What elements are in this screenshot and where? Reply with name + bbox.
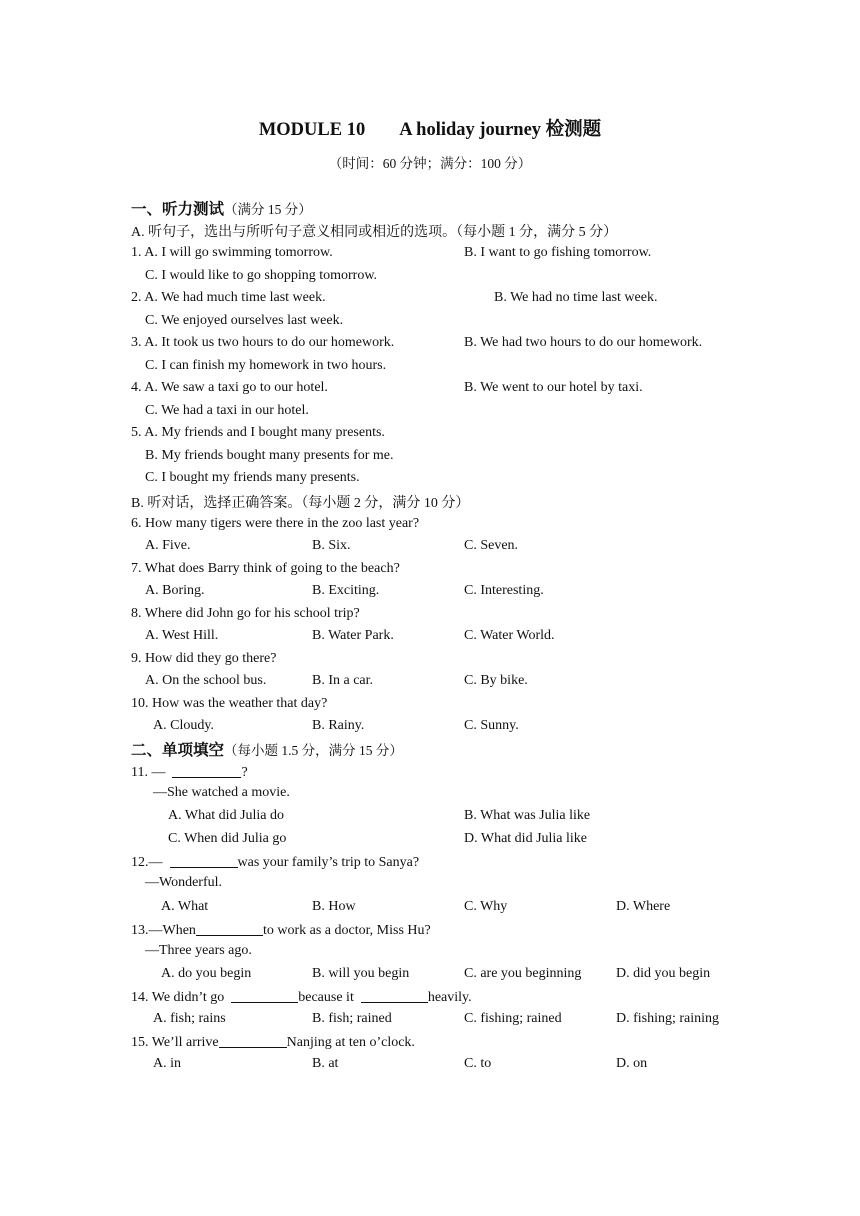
q11-question [131,763,248,781]
q13-option-d: D. did you begin [616,966,711,981]
q9-question: 9. How did they go there? [131,651,277,666]
q13-blank [196,921,263,936]
q2-option-b: B. We had no time last week. [494,290,658,305]
q13-question [131,921,431,939]
q11-prefix: 11. — [131,765,166,780]
section-2-title: 二、单项填空 [131,742,225,759]
q14-blank-1 [231,988,298,1003]
q7-question: 7. What does Barry think of going to the beach? [131,561,400,576]
q13-option-b: B. will you begin [312,966,410,981]
q14-option-a: A. fish; rains [153,1011,226,1026]
q14-prefix: 14. We didn’t go [131,990,225,1005]
q1-option-b: B. I want to go fishing tomorrow. [464,245,652,260]
q4-option-c: C. We had a taxi in our hotel. [145,403,309,418]
q5-option-b: B. My friends bought many presents for me. [145,448,394,463]
section-1-heading [131,197,312,219]
q1-option-a: 1. A. I will go swimming tomorrow. [131,245,333,260]
part-b-instructions: B. 听对话，选择正确答案。（每小题 2 分，满分 10 分） [131,496,470,511]
q12-option-a: A. What [161,899,209,914]
q9-option-b: B. In a car. [312,673,374,688]
q12-option-d: D. Where [616,899,671,914]
q3-option-b: B. We had two hours to do our homework. [464,335,703,350]
q14-option-b: B. fish; rained [312,1011,392,1026]
q11-option-a: A. What did Julia do [168,808,285,823]
q14-suffix: heavily. [427,990,472,1005]
q6-question: 6. How many tigers were there in the zoo last year? [131,516,420,531]
q10-option-a: A. Cloudy. [153,718,214,733]
q8-question: 8. Where did John go for his school trip? [131,606,360,621]
q11-option-b: B. What was Julia like [464,808,591,823]
title-module: MODULE 10 [258,120,366,140]
exam-info: （时间：60 分钟；满分：100 分） [328,156,532,171]
page-title [0,115,860,141]
q14-blank-2 [361,988,428,1003]
q15-option-a: A. in [153,1056,181,1071]
q11-option-c: C. When did Julia go [168,831,287,846]
q14-option-c: C. fishing; rained [464,1011,562,1026]
q12-prefix: 12.— [131,855,163,870]
q14-option-d: D. fishing; raining [616,1011,720,1026]
q15-question [131,1033,415,1051]
q10-question: 10. How was the weather that day? [131,696,328,711]
q7-option-b: B. Exciting. [312,583,380,598]
q14-question [131,988,472,1006]
q11-option-d: D. What did Julia like [464,831,587,846]
q11-reply: —She watched a movie. [153,785,290,800]
section-2-heading [131,738,403,760]
q10-option-b: B. Rainy. [312,718,365,733]
q15-blank [219,1033,287,1048]
title-topic: A holiday journey [399,120,542,140]
q12-suffix: was your family’s trip to Sanya? [237,855,420,870]
section-1-score: （满分 15 分） [224,202,312,217]
q8-option-a: A. West Hill. [145,628,219,643]
q12-question [131,853,419,871]
q11-suffix: ? [241,765,248,780]
q3-option-a: 3. A. It took us two hours to do our homework. [131,335,395,350]
q13-option-a: A. do you begin [161,966,252,981]
section-1-title: 一、听力测试 [131,201,225,218]
q8-option-b: B. Water Park. [312,628,394,643]
q9-option-c: C. By bike. [464,673,528,688]
title-suffix: 检测题 [545,120,602,140]
q5-option-c: C. I bought my friends many presents. [145,470,360,485]
q5-option-a: 5. A. My friends and I bought many presents. [131,425,385,440]
q6-option-c: C. Seven. [464,538,519,553]
q14-middle: because it [298,990,354,1005]
q4-option-a: 4. A. We saw a taxi go to our hotel. [131,380,328,395]
q13-option-c: C. are you beginning [464,966,582,981]
part-a-instructions: A. 听句子，选出与所听句子意义相同或相近的选项。（每小题 1 分，满分 5 分） [131,225,618,240]
q2-option-a: 2. A. We had much time last week. [131,290,326,305]
q7-option-a: A. Boring. [145,583,205,598]
q13-prefix: 13.—When [131,923,196,938]
q1-option-c: C. I would like to go shopping tomorrow. [145,268,378,283]
q4-option-b: B. We went to our hotel by taxi. [464,380,643,395]
q6-option-a: A. Five. [145,538,191,553]
q13-reply: —Three years ago. [145,943,252,958]
q12-reply: —Wonderful. [145,875,223,890]
q15-suffix: Nanjing at ten o’clock. [286,1035,415,1050]
q15-option-c: C. to [464,1056,492,1071]
q3-option-c: C. I can finish my homework in two hours. [145,358,387,373]
q2-option-c: C. We enjoyed ourselves last week. [145,313,344,328]
q15-option-b: B. at [312,1056,339,1071]
q15-prefix: 15. We’ll arrive [131,1035,219,1050]
q11-blank [172,763,241,778]
q12-option-b: B. How [312,899,356,914]
q9-option-a: A. On the school bus. [145,673,267,688]
q12-option-c: C. Why [464,899,508,914]
q7-option-c: C. Interesting. [464,583,544,598]
q6-option-b: B. Six. [312,538,351,553]
q12-blank [170,853,238,868]
q15-option-d: D. on [616,1056,648,1071]
q13-suffix: to work as a doctor, Miss Hu? [262,923,431,938]
section-2-score: （每小题 1.5 分，满分 15 分） [224,743,403,758]
q8-option-c: C. Water World. [464,628,555,643]
q10-option-c: C. Sunny. [464,718,519,733]
